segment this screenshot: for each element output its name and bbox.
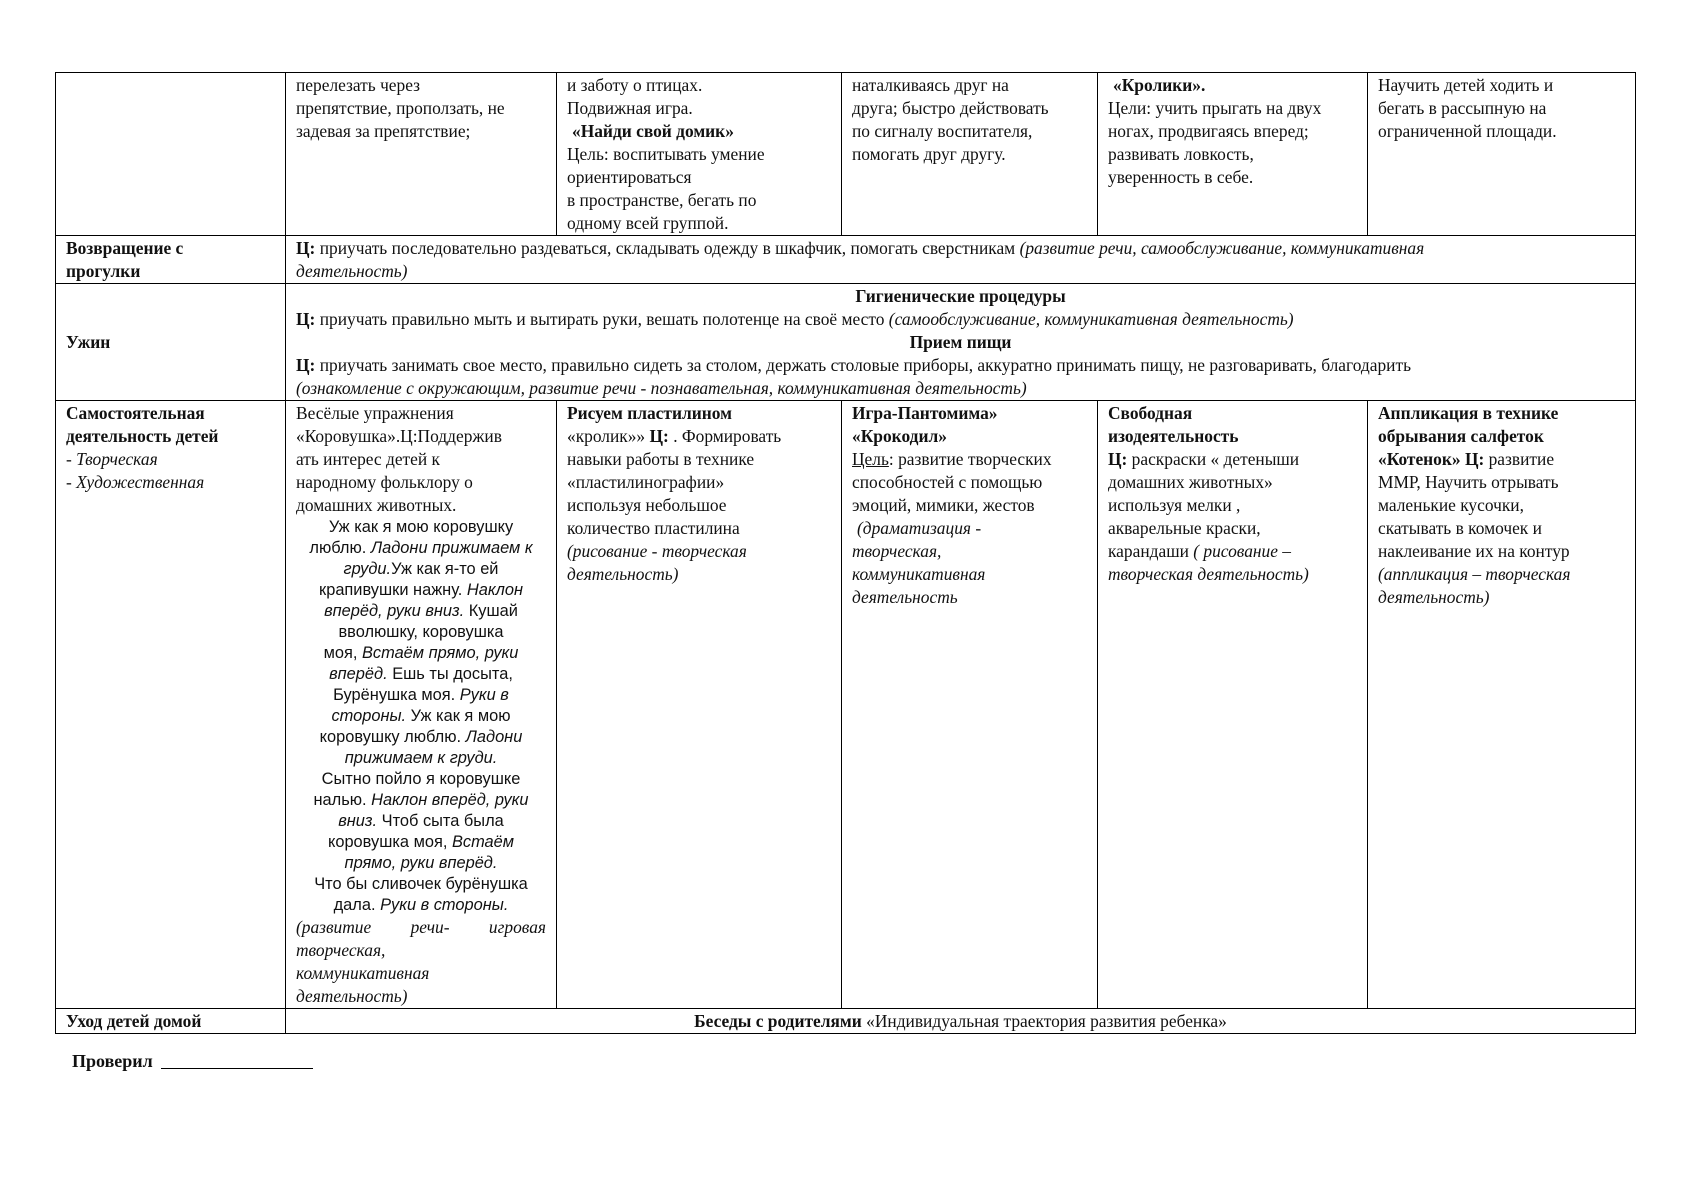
walk-label-cell [56, 73, 286, 236]
checked-label: Проверил [72, 1051, 153, 1071]
independent-row [56, 401, 1636, 1009]
walk-row [56, 73, 1636, 236]
daily-plan-table [55, 72, 1636, 1034]
walk-cell-4: «Кролики». Цели: учить прыгать на двух ногах, продвигаясь вперед; развивать ловкость, уверенность в себе. [1098, 73, 1368, 236]
return-row [56, 236, 1636, 284]
leave-label: Уход детей домой [56, 1009, 286, 1034]
walk-cell-3: наталкиваясь друг на друга; быстро действовать по сигналу воспитателя, помогать друг другу. [842, 73, 1098, 236]
dinner-content: Гигиенические процедуры Ц: приучать правильно мыть и вытирать руки, вешать полотенце на своё место (самообслуживание, коммуникативная деятельность) Прием пищи Ц: приучать занимать свое место, правильно сидеть за столом, держать столовые приборы, аккуратно принимать пищу, не разговаривать, благодарить (ознакомление с окружающим, развитие речи - познавательная, коммуникативная деятельность) [286, 284, 1636, 401]
meal-title: Прием пищи [909, 332, 1012, 352]
leave-content: Беседы с родителями «Индивидуальная траектория развития ребенка» [286, 1009, 1636, 1034]
dinner-label: Ужин [56, 284, 286, 401]
return-goal: Ц: приучать последовательно раздеваться, складывать одежду в шкафчик, помогать сверстникам (развитие речи, самообслуживание, коммуникативная деятельность) [286, 236, 1636, 284]
walk-cell-1: перелезать через препятствие, проползать, не задевая за препятствие; [286, 73, 557, 236]
walk-cell-5: Научить детей ходить и бегать в рассыпную на ограниченной площади. [1368, 73, 1636, 236]
dinner-row [56, 284, 1636, 401]
checked-signature [72, 1050, 313, 1072]
cow-poem: Уж как я мою коровушку люблю. Ладони прижимаем к груди.Уж как я-то ей крапивушки нажну. Наклон вперёд, руки вниз. Кушай вволюшку, коровушка моя, Встаём прямо, руки вперёд. Ешь ты досыта, Бурёнушка моя. Руки в стороны. Уж как я мою коровушку люблю. Ладони прижимаем к груди. Сытно пойло я коровушке налью. Наклон вперёд, руки вниз. Чтоб сыта была коровушка моя, Встаём прямо, руки вперёд. Что бы сливочек бурёнушка дала. Руки в стороны. [309, 518, 533, 914]
rabbits-title: «Кролики». [1113, 75, 1206, 95]
plasticine-cell: Рисуем пластилином «кролик»» Ц: . Формировать навыки работы в технике «пластилинографии» используя небольшое количество пластилина (рисование - творческая деятельность) [557, 401, 842, 1009]
exercise-cell: Весёлые упражнения «Коровушка».Ц:Поддержив ать интерес детей к народному фольклору о домашних животных. Уж как я мою коровушку люблю. Ладони прижимаем к груди.Уж как я-то ей крапивушки нажну. Наклон вперёд, руки вниз. Кушай вволюшку, коровушка моя, Встаём прямо, руки вперёд. Ешь ты досыта, Бурёнушка моя. Руки в стороны. Уж как я мою коровушку люблю. Ладони прижимаем к груди. Сытно пойло я коровушке налью. Наклон вперёд, руки вниз. Чтоб сыта была коровушка моя, Встаём прямо, руки вперёд. Что бы сливочек бурёнушка дала. Руки в стороны. (развитие речи- игровая творческая, коммуникативная деятельность) [286, 401, 557, 1009]
independent-label: Самостоятельная деятельность детей - Творческая - Художественная [56, 401, 286, 1009]
pantomime-cell: Игра-Пантомима» «Крокодил» Цель: развитие творческих способностей с помощью эмоций, мимики, жестов (драматизация - творческая, коммуникативная деятельность [842, 401, 1098, 1009]
hygiene-title: Гигиенические процедуры [855, 286, 1066, 306]
signature-line [161, 1050, 313, 1069]
game-title: «Найди свой домик» [572, 121, 734, 141]
drawing-cell: Свободная изодеятельность Ц: раскраски « детеныши домашних животных» используя мелки , акварельные краски, карандаши ( рисование – творческая деятельность) [1098, 401, 1368, 1009]
walk-cell-2: и заботу о птицах. Подвижная игра. «Найди свой домик» Цель: воспитывать умение ориентироваться в пространстве, бегать по одному всей группой. [557, 73, 842, 236]
return-label: Возвращение с прогулки [56, 236, 286, 284]
applique-cell: Аппликация в технике обрывания салфеток «Котенок» Ц: развитие ММР, Научить отрывать маленькие кусочки, скатывать в комочек и наклеивание их на контур (аппликация – творческая деятельность) [1368, 401, 1636, 1009]
leave-row [56, 1009, 1636, 1034]
